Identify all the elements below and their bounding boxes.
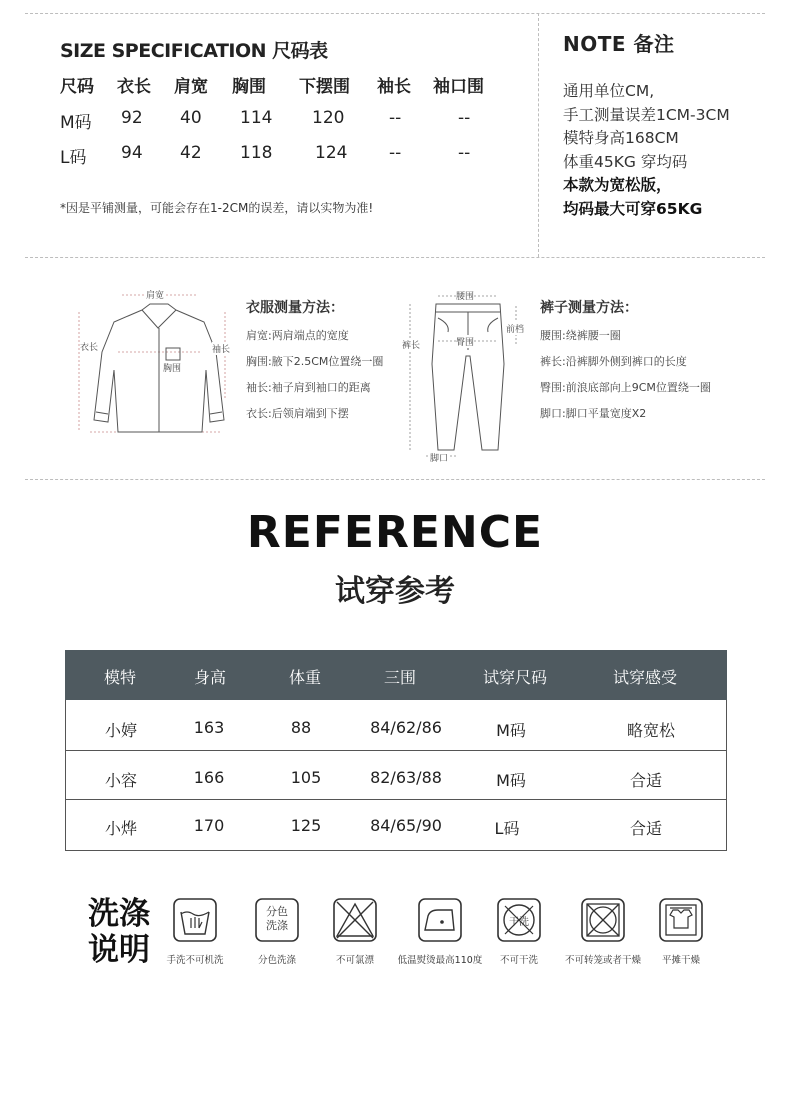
pants-label-rise: 前档: [506, 322, 524, 335]
low-iron-icon: [418, 898, 462, 942]
wash-item: [160, 898, 230, 966]
shirt-method-line: 胸围:腋下2.5CM位置绕一圈: [246, 355, 384, 368]
reference-cell: 小容: [104, 771, 137, 790]
note-title: NOTE 备注: [563, 32, 675, 56]
wash-label: 不可转笼或者干燥: [564, 955, 641, 966]
size-spec-cell: --: [458, 143, 471, 163]
note-line: 体重45KG 穿均码: [563, 152, 688, 171]
shirt-method-title: 衣服测量方法：: [246, 300, 344, 316]
size-spec-cell: 42: [180, 143, 202, 163]
size-spec-footnote: *因是平铺测量，可能会存在1-2CM的误差，请以实物为准!: [60, 201, 374, 215]
flat-dry-icon: [659, 898, 703, 942]
pants-label-waist: 腰围: [456, 289, 474, 302]
reference-cell: 125: [290, 816, 322, 835]
wash-item: [560, 898, 646, 966]
pants-label-length: 裤长: [402, 338, 420, 351]
pants-method-line: 腰围:绕裤腰一圈: [540, 329, 621, 342]
reference-cell: 小婷: [104, 721, 137, 740]
divider-vertical: [538, 13, 539, 257]
reference-cell: 163: [193, 718, 225, 737]
note-body: [563, 80, 730, 222]
wash-label: 不可干洗: [499, 955, 538, 966]
shirt-method-line: 袖长:袖子肩到袖口的距离: [246, 381, 371, 394]
wash-label: 分色洗涤: [257, 955, 296, 966]
reference-row: [65, 751, 727, 800]
size-spec-cell: --: [458, 108, 471, 128]
size-spec-header: 袖长: [377, 77, 411, 97]
reference-cell: 82/63/88: [370, 768, 442, 787]
size-spec-cell: 120: [312, 108, 345, 128]
pants-method-line: 脚口:脚口平量宽度X2: [540, 407, 647, 420]
pants-method-line: 臀围:前浪底部向上9CM位置绕一圈: [540, 381, 711, 394]
reference-cell: L码: [494, 819, 520, 838]
reference-subtitle: 试穿参考: [335, 574, 455, 609]
size-spec-cell: --: [389, 108, 402, 128]
size-spec-cell: L码: [60, 148, 87, 168]
separate-wash-icon: [255, 898, 299, 942]
no-dry-clean-icon: [497, 898, 541, 942]
no-dry-clean-text: 干洗: [509, 917, 529, 928]
divider-top: [25, 13, 765, 14]
reference-cell: M码: [496, 771, 526, 790]
reference-header-cell: 三围: [383, 668, 416, 687]
reference-cell: 合适: [629, 819, 662, 838]
shirt-diagram: [70, 282, 245, 442]
reference-title: REFERENCE: [246, 507, 544, 558]
reference-cell: 小烨: [104, 819, 137, 838]
shirt-label-sleeve: 袖长: [212, 342, 230, 355]
reference-cell: 105: [290, 768, 322, 787]
size-spec-cell: M码: [60, 113, 92, 133]
note-line-bold: 本款为宽松版，: [563, 176, 672, 195]
size-spec-cell: 94: [121, 143, 143, 163]
pants-label-hem: 脚口: [430, 451, 448, 464]
wash-title-line: 说明: [88, 932, 150, 968]
wash-label: 不可氯漂: [335, 955, 374, 966]
reference-header-cell: 试穿感受: [612, 668, 677, 687]
shirt-method-line: 衣长:后领肩端到下摆: [246, 407, 349, 420]
note-line: 手工测量误差1CM-3CM: [563, 105, 730, 124]
icon-text: 洗涤: [266, 919, 288, 932]
pants-method-title: 裤子测量方法：: [540, 300, 638, 316]
reference-header-cell: 试穿尺码: [482, 668, 547, 687]
icon-text: 分色: [266, 905, 288, 918]
pants-label-hip: 臀围: [456, 335, 474, 348]
reference-cell: 略宽松: [626, 721, 675, 740]
shirt-label-shoulder: 肩宽: [146, 288, 164, 301]
size-spec-header: 尺码: [60, 77, 94, 97]
reference-cell: 88: [290, 718, 312, 737]
size-spec-header: 下摆围: [299, 77, 350, 97]
size-spec-cell: 92: [121, 108, 143, 128]
size-spec-cell: 114: [240, 108, 273, 128]
size-spec-header: 胸围: [232, 77, 266, 97]
wash-title: [88, 896, 150, 968]
size-spec-title: SIZE SPECIFICATION 尺码表: [60, 40, 328, 62]
separate-wash-text: [255, 905, 299, 933]
wash-item: [484, 898, 554, 966]
wash-label: 低温熨烫最高110度: [397, 955, 483, 966]
note-line-bold: 均码最大可穿65KG: [563, 199, 703, 218]
shirt-label-length: 衣长: [80, 340, 98, 353]
reference-cell: 84/62/86: [370, 718, 442, 737]
pants-method-line: 裤长:沿裤脚外侧到裤口的长度: [540, 355, 687, 368]
size-spec-header: 肩宽: [174, 77, 208, 97]
size-spec-header: 衣长: [117, 77, 151, 97]
wash-item: [394, 898, 486, 966]
wash-title-line: 洗涤: [88, 896, 150, 932]
size-spec-cell: 118: [240, 143, 273, 163]
note-line: 通用单位CM,: [563, 82, 655, 100]
size-spec-cell: --: [389, 143, 402, 163]
reference-cell: 84/65/90: [370, 816, 442, 835]
reference-cell: 166: [193, 768, 225, 787]
hand-wash-icon: [173, 898, 217, 942]
note-line: 模特身高168CM: [563, 129, 679, 148]
size-spec-cell: 124: [315, 143, 348, 163]
reference-cell: M码: [496, 721, 526, 740]
reference-cell: 170: [193, 816, 225, 835]
reference-table-header: [65, 650, 727, 700]
wash-item: [646, 898, 716, 966]
reference-row: [65, 800, 727, 851]
divider-middle: [25, 257, 765, 258]
reference-header-cell: 模特: [103, 668, 136, 687]
reference-row: [65, 700, 727, 751]
divider-lower: [25, 479, 765, 480]
pants-diagram: [398, 286, 538, 466]
size-spec-cell: 40: [180, 108, 202, 128]
wash-item: [320, 898, 390, 966]
reference-header-cell: 身高: [193, 668, 226, 687]
wash-item: [242, 898, 312, 966]
wash-label: 平摊干燥: [661, 955, 700, 966]
size-spec-header: 袖口围: [433, 77, 484, 97]
reference-header-cell: 体重: [288, 668, 321, 687]
shirt-label-chest: 胸围: [163, 361, 181, 374]
shirt-method-line: 肩宽:两肩端点的宽度: [246, 329, 349, 342]
no-bleach-icon: [333, 898, 377, 942]
wash-label: 手洗不可机洗: [166, 955, 224, 966]
reference-cell: 合适: [629, 771, 662, 790]
no-tumble-dry-icon: [581, 898, 625, 942]
